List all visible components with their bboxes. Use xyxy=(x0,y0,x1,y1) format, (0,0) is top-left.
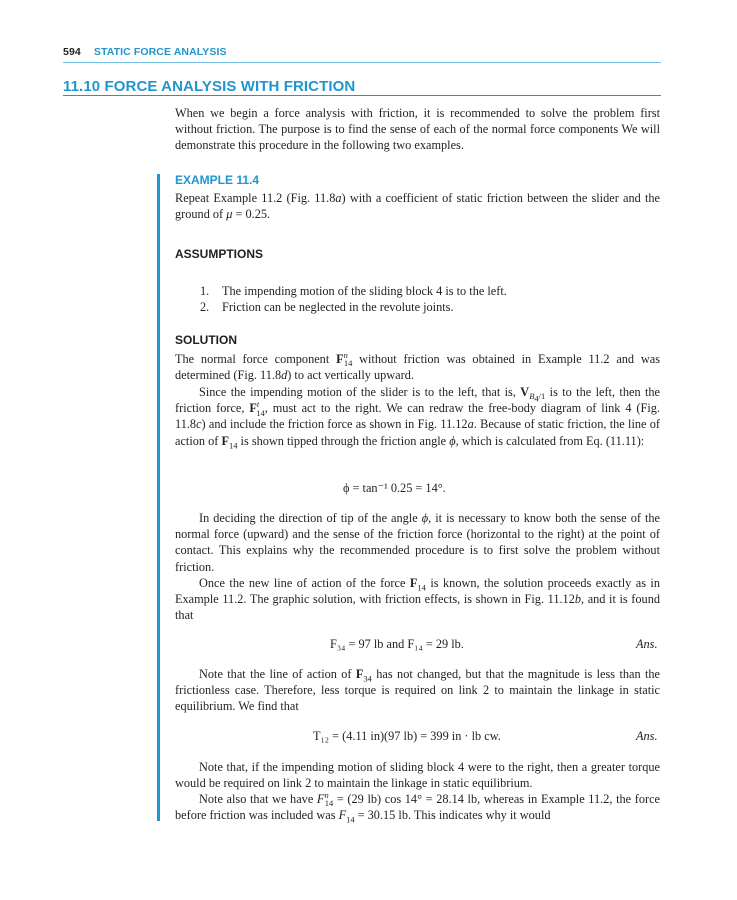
running-title: STATIC FORCE ANALYSIS xyxy=(93,46,227,58)
solution-heading: SOLUTION xyxy=(175,333,237,347)
example-statement: Repeat Example 11.2 (Fig. 11.8a) with a coefficient of static friction between the slider and the ground of μ = 0.25. xyxy=(175,191,660,222)
solution-paragraph-5: Note that the line of action of $F_{34}$ has not changed, but that the magnitude is less than the frictionless case. Therefore, less torque is required on link 2 to maintain the linkage in static equilibrium. We find that xyxy=(175,667,661,714)
assumptions-heading: ASSUMPTIONS xyxy=(175,247,264,261)
header-rule xyxy=(63,62,661,63)
answer-label: Ans. xyxy=(636,729,658,743)
example-title: EXAMPLE 11.4 xyxy=(175,173,260,187)
solution-paragraph-3: In deciding the direction of tip of the angle ϕ, it is necessary to know both the sense of the normal force (upward) and the sense of the friction force (horizontal to the right) at the point of contact. This explains why the recommended procedure is to first solve the problem without friction. xyxy=(175,511,660,574)
running-header xyxy=(63,46,227,58)
solution-paragraph-6: Note that, if the impending motion of sliding block 4 were to the right, then a greater torque would be required on link 2 to maintain the linkage in static equilibrium. xyxy=(175,760,660,791)
assumption-item: 2. Friction can be neglected in the revolute joints. xyxy=(200,300,454,314)
section-rule xyxy=(63,95,661,96)
intro-paragraph: When we begin a force analysis with friction, it is recommended to solve the problem first without friction. The purpose is to find the sense of each of the normal force components We will demonstrate this procedure in the following two examples. xyxy=(175,106,660,153)
equation-phi: ϕ = tan⁻¹ 0.25 = 14°. xyxy=(343,481,446,495)
answer-label: Ans. xyxy=(636,637,658,651)
assumption-item: 1. The impending motion of the sliding block 4 is to the left. xyxy=(200,284,507,298)
section-title: 11.10 FORCE ANALYSIS WITH FRICTION xyxy=(63,78,356,95)
solution-paragraph-7: Note also that we have $F^n_{14} = (29$ lb) cos 14° = 28.14 lb, whereas in Example 11.2, the force before friction was included was $F_{14} = 30.15$ lb. This indicates why it would xyxy=(175,789,660,825)
solution-paragraph-4: Once the new line of action of the force $F_{14}$ is known, the solution proceeds exactly as in Example 11.2. The graphic solution, with friction effects, is shown in Fig. 11.12b, and it is found that xyxy=(175,576,661,623)
solution-paragraph-2: Since the impending motion of the slider is to the left, that is, $V_{B_4/1}$ is to the left, then the friction force, $F^t_{14}$, must act to the right. We can redraw the free-body diagram of link 4 (Fig. 11.8c) and include the friction force as shown in Fig. 11.12a. Because of static friction, the line of action of $F_{14}$ is shown tipped through the friction angle ϕ, which is calculated from Eq. (11.11): xyxy=(175,385,660,451)
example-bar xyxy=(157,174,160,821)
page-number: 594 xyxy=(63,46,81,58)
solution-paragraph-1: The normal force component $F^n_{14}$ without friction was obtained in Example 11.2 and was determined (Fig. 11.8d) to act vertically upward. xyxy=(175,349,660,383)
equation-forces: F₃₄ = 97 lb and F₁₄ = 29 lb. xyxy=(330,637,464,651)
equation-torque: T₁₂ = (4.11 in)(97 lb) = 399 in · lb cw. xyxy=(313,729,501,743)
